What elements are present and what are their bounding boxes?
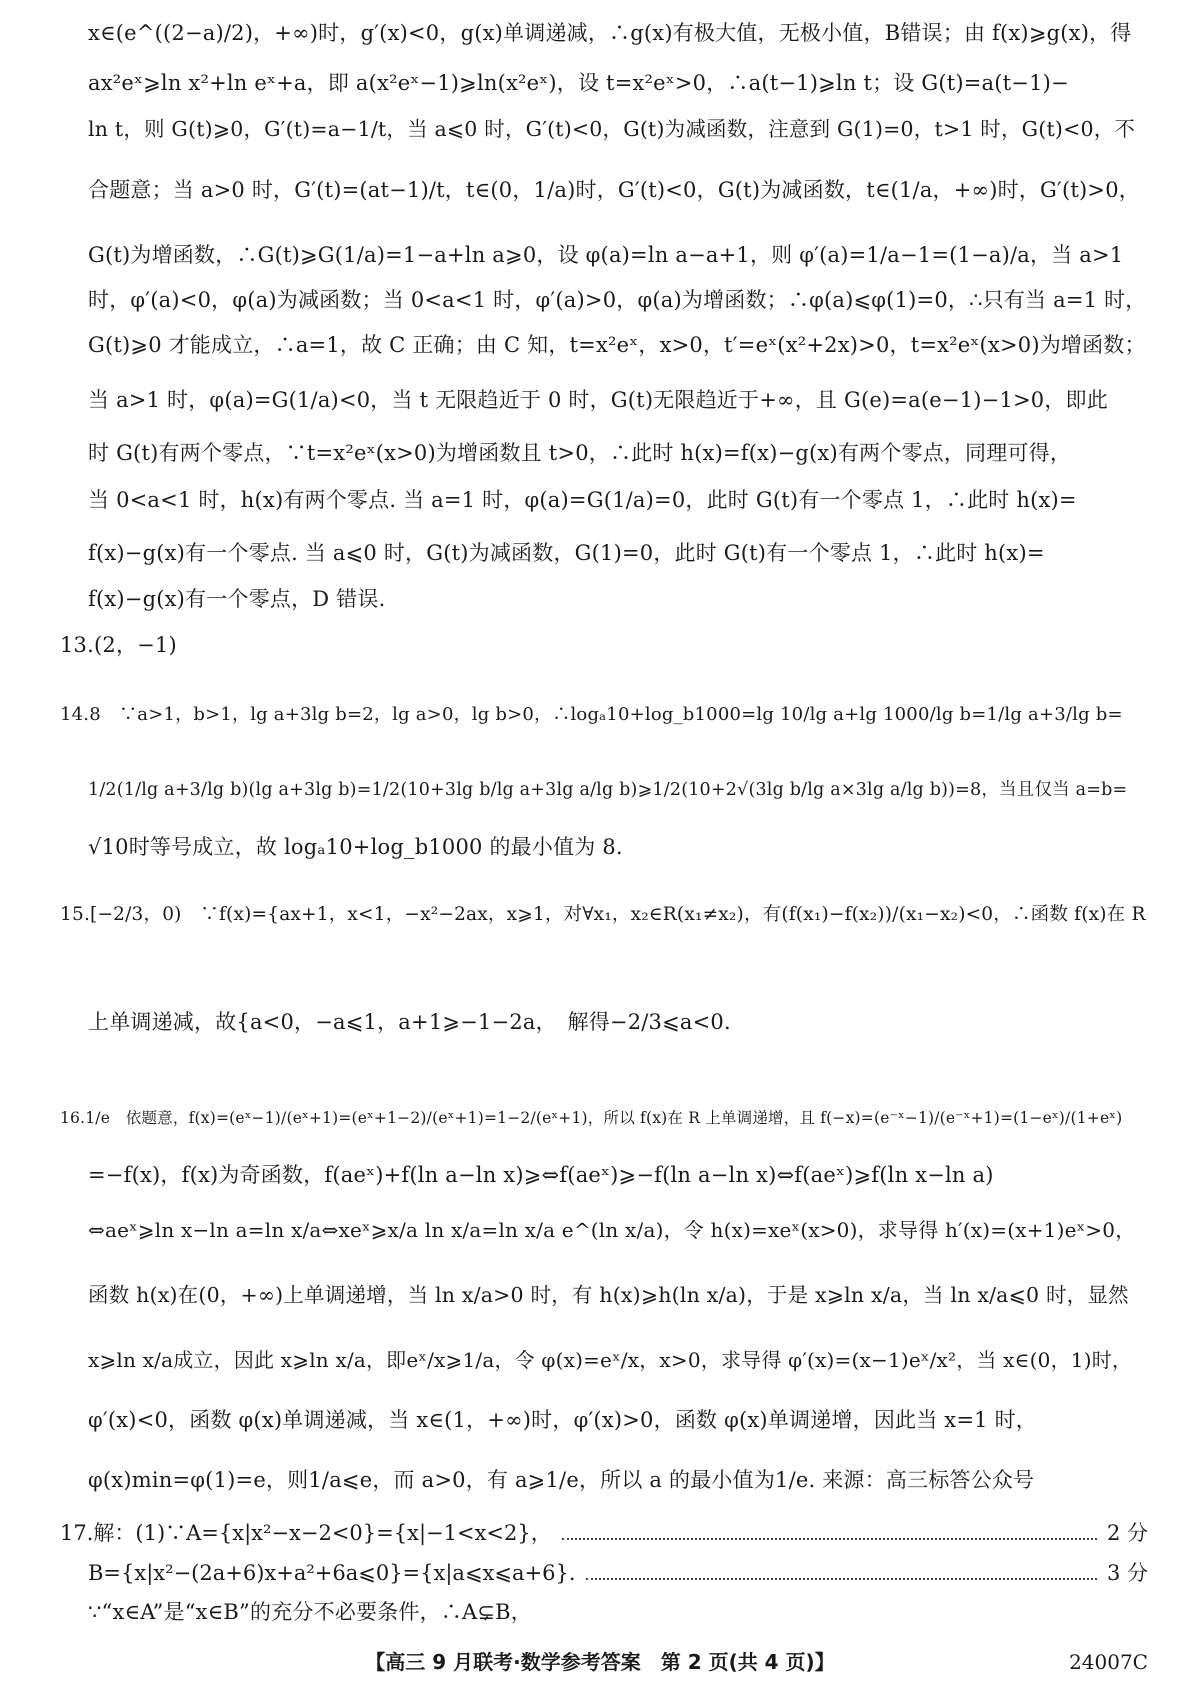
solution-line: 时 G(t)有两个零点，∵t=x²eˣ(x>0)为增函数且 t>0，∴此时 h(x)=f(x)−g(x)有两个零点，同理可得， [88, 441, 1072, 465]
solution-line: 当 0<a<1 时，h(x)有两个零点. 当 a=1 时，φ(a)=G(1/a)=0，此时 G(t)有一个零点 1，∴此时 h(x)= [88, 488, 1077, 512]
footer-title: 【高三 9 月联考·数学参考答案 第 2 页(共 4 页)】 [365, 1650, 835, 1674]
document-code: 24007C [1069, 1650, 1148, 1674]
answer-16: 16.1/e 依题意，f(x)=(eˣ−1)/(eˣ+1)=(eˣ+1−2)/(eˣ+1)=1−2/(eˣ+1)，所以 f(x)在 R 上单调递增，且 f(−x)=(e⁻ˣ−1)/(e⁻ˣ+1)=(1−eˣ)/(1+eˣ) [60, 1109, 1123, 1127]
solution-line: ln t，则 G(t)⩾0，G′(t)=a−1/t，当 a⩽0 时，G′(t)<0，G(t)为减函数，注意到 G(1)=0，t>1 时，G(t)<0，不 [88, 117, 1136, 141]
solution-line: x⩾ln x/a成立，因此 x⩾ln x/a，即eˣ/x⩾1/a，令 φ(x)=eˣ/x，x>0，求导得 φ′(x)=(x−1)eˣ/x²，当 x∈(0，1)时， [88, 1348, 1133, 1372]
solution-line: ∵“x∈A”是“x∈B”的充分不必要条件，∴A⊊B， [88, 1600, 532, 1624]
solution-line: x∈(e^((2−a)/2)，+∞)时，g′(x)<0，g(x)单调递减，∴g(x)有极大值，无极小值，B错误；由 f(x)⩾g(x)，得 [88, 21, 1132, 45]
solution-line: G(t)为增函数，∴G(t)⩾G(1/a)=1−a+ln a⩾0，设 φ(a)=ln a−a+1，则 φ′(a)=1/a−1=(1−a)/a，当 a>1 [88, 243, 1124, 267]
score-label: 2 分 [1106, 1521, 1148, 1545]
solution-line: 函数 h(x)在(0，+∞)上单调递增，当 ln x/a>0 时，有 h(x)⩾h(ln x/a)，于是 x⩾ln x/a，当 ln x/a⩽0 时，显然 [88, 1283, 1129, 1307]
scored-line-text: 17.解：(1)∵A={x|x²−x−2<0}={x|−1<x<2}， [60, 1521, 552, 1545]
solution-line: 1/2(1/lg a+3/lg b)(lg a+3lg b)=1/2(10+3lg b/lg a+3lg a/lg b)⩾1/2(10+2√(3lg b/lg a×3lg a/lg b))=8，当且仅当 a=b= [88, 780, 1128, 800]
answer-13: 13.(2，−1) [60, 633, 177, 657]
solution-line: ⇔aeˣ⩾ln x−ln a=ln x/a⇔xeˣ⩾x/a ln x/a=ln x/a e^(ln x/a)，令 h(x)=xeˣ(x>0)，求导得 h′(x)=(x+1)eˣ>0， [88, 1218, 1136, 1242]
solution-line: 上单调递减，故{a<0，−a⩽1，a+1⩾−1−2a， 解得−2/3⩽a<0. [88, 1010, 731, 1034]
scored-line [60, 1518, 1148, 1548]
scored-line-text: B={x|x²−(2a+6)x+a²+6a⩽0}={x|a⩽x⩽a+6}. [88, 1561, 576, 1585]
solution-line: 当 a>1 时，φ(a)=G(1/a)<0，当 t 无限趋近于 0 时，G(t)无限趋近于+∞，且 G(e)=a(e−1)−1>0，即此 [88, 388, 1108, 412]
dot-leader [562, 1537, 1097, 1540]
dot-leader [586, 1577, 1097, 1580]
scored-line [88, 1558, 1148, 1588]
answer-15: 15.[−2/3，0) ∵f(x)={ax+1，x<1，−x²−2ax，x⩾1，对∀x₁，x₂∈R(x₁≠x₂)，有(f(x₁)−f(x₂))/(x₁−x₂)<0，∴函数 f(x)在 R [60, 904, 1146, 925]
page-footer [0, 1645, 1200, 1679]
answer-14: 14.8 ∵a>1，b>1，lg a+3lg b=2，lg a>0，lg b>0，∴logₐ10+log_b1000=lg 10/lg a+lg 1000/lg b=1/lg a+3/lg b= [60, 704, 1123, 725]
solution-line: 合题意；当 a>0 时，G′(t)=(at−1)/t，t∈(0，1/a)时，G′(t)<0，G(t)为减函数，t∈(1/a，+∞)时，G′(t)>0， [88, 178, 1140, 202]
solution-line: f(x)−g(x)有一个零点，D 错误. [88, 587, 386, 611]
solution-line: =−f(x)，f(x)为奇函数，f(aeˣ)+f(ln a−ln x)⩾⇔f(aeˣ)⩾−f(ln a−ln x)⇔f(aeˣ)⩾f(ln x−ln a) [88, 1163, 994, 1187]
solution-line: G(t)⩾0 才能成立，∴a=1，故 C 正确；由 C 知，t=x²eˣ，x>0，t′=eˣ(x²+2x)>0，t=x²eˣ(x>0)为增函数； [88, 333, 1146, 357]
solution-line: φ′(x)<0，函数 φ(x)单调递减，当 x∈(1，+∞)时，φ′(x)>0，函数 φ(x)单调递增，因此当 x=1 时， [88, 1408, 1037, 1432]
solution-line: √10时等号成立，故 logₐ10+log_b1000 的最小值为 8. [88, 835, 623, 859]
score-label: 3 分 [1106, 1561, 1148, 1585]
solution-line: f(x)−g(x)有一个零点. 当 a⩽0 时，G(t)为减函数，G(1)=0，此时 G(t)有一个零点 1，∴此时 h(x)= [88, 541, 1045, 565]
solution-line: φ(x)min=φ(1)=e，则1/a⩽e，而 a>0，有 a⩾1/e，所以 a 的最小值为1/e. 来源：高三标答公众号 [88, 1468, 1035, 1492]
solution-line: 时，φ′(a)<0，φ(a)为减函数；当 0<a<1 时，φ′(a)>0，φ(a)为增函数；∴φ(a)⩽φ(1)=0，∴只有当 a=1 时， [88, 288, 1147, 312]
solution-line: ax²eˣ⩾ln x²+ln eˣ+a，即 a(x²eˣ−1)⩾ln(x²eˣ)，设 t=x²eˣ>0，∴a(t−1)⩾ln t；设 G(t)=a(t−1)− [88, 71, 1069, 95]
